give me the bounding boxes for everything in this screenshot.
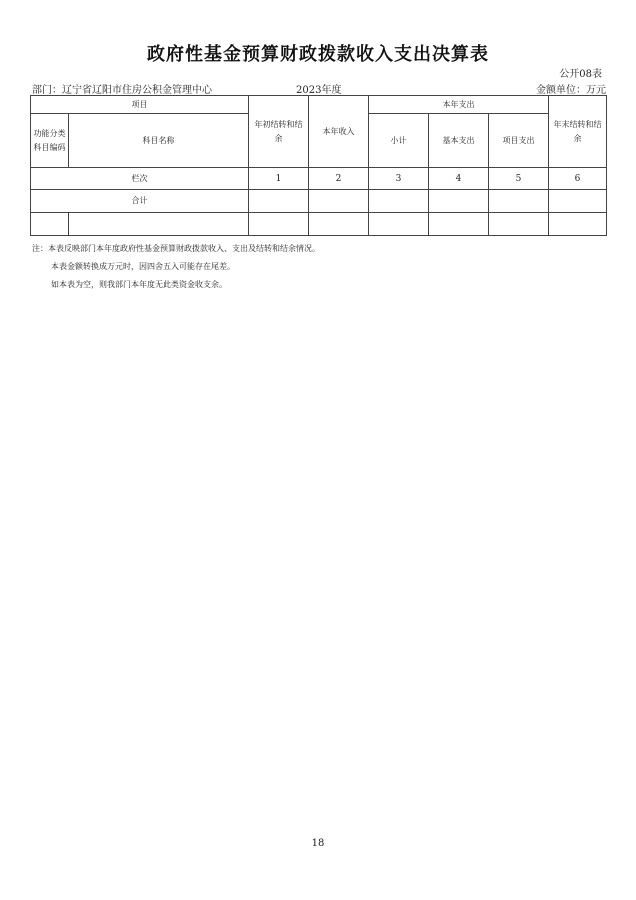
table-cell: [249, 190, 309, 213]
header-subtotal: 小计: [369, 114, 429, 168]
header-end-balance: 年末结转和结余: [549, 96, 607, 168]
header-project-expenditure: 项目支出: [489, 114, 549, 168]
sequence-cell: 3: [369, 168, 429, 190]
sequence-cell: 4: [429, 168, 489, 190]
sequence-cell: 5: [489, 168, 549, 190]
table-cell: [369, 213, 429, 236]
department-label: 部门：辽宁省辽阳市住房公积金管理中心: [32, 85, 212, 96]
header-begin-balance: 年初结转和结余: [249, 96, 309, 168]
header-income: 本年收入: [309, 96, 369, 168]
sequence-cell: 6: [549, 168, 607, 190]
budget-table: [30, 95, 607, 236]
table-cell: [549, 190, 607, 213]
header-subject-name: 科目名称: [69, 114, 249, 168]
note-line: 如本表为空，则我部门本年度无此类资金收支余。: [51, 280, 227, 289]
table-cell: [309, 190, 369, 213]
amount-unit: 金额单位：万元: [536, 85, 606, 96]
table-cell: [31, 213, 69, 236]
note-line: 本表金额转换成万元时，因四舍五入可能存在尾差。: [51, 262, 235, 271]
total-label: 合计: [31, 190, 249, 213]
table-cell: [429, 213, 489, 236]
table-notes: [32, 240, 320, 294]
header-function-code: 功能分类科目编码: [31, 114, 69, 168]
sequence-cell: 1: [249, 168, 309, 190]
form-number: 公开08表: [559, 69, 602, 80]
header-current-year-expenditure: 本年支出: [369, 96, 549, 114]
table-cell: [549, 213, 607, 236]
table-cell: [249, 213, 309, 236]
report-title: 政府性基金预算财政拨款收入支出决算表: [147, 44, 489, 65]
table-cell: [309, 213, 369, 236]
table-cell: [489, 213, 549, 236]
header-project: 项目: [31, 96, 249, 114]
page-number: 18: [311, 838, 325, 849]
table-cell: [489, 190, 549, 213]
table-cell: [69, 213, 249, 236]
header-basic-expenditure: 基本支出: [429, 114, 489, 168]
table-cell: [369, 190, 429, 213]
table-cell: [429, 190, 489, 213]
row-sequence-label: 栏次: [31, 168, 249, 190]
sequence-cell: 2: [309, 168, 369, 190]
note-line: 注：本表反映部门本年度政府性基金预算财政拨款收入、支出及结转和结余情况。: [32, 244, 320, 253]
fiscal-year: 2023年度: [296, 85, 342, 96]
